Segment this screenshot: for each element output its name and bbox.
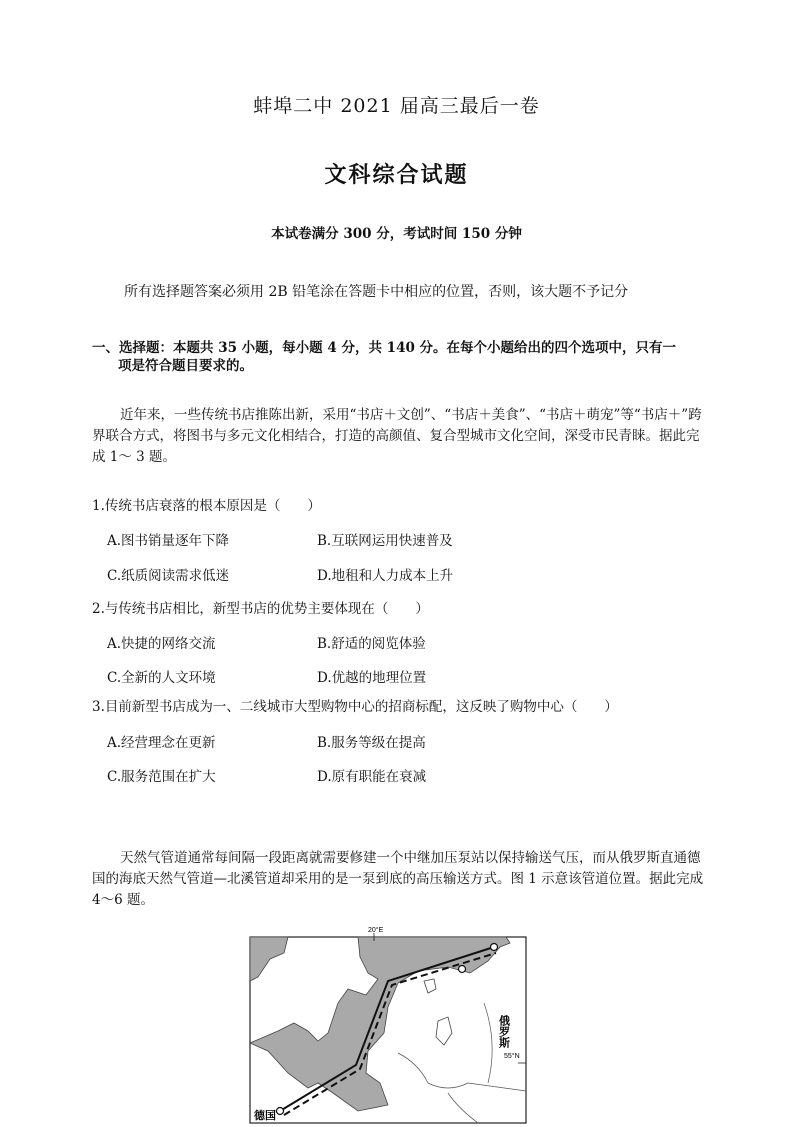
- question-3-option-c: C.服务范围在扩大: [107, 769, 216, 785]
- section-heading-line1: 一、选择题：本题共 35 小题，每小题 4 分，共 140 分。在每个小题给出的四个选项中，只有一: [92, 340, 677, 356]
- question-1-option-b: B.互联网运用快速普及: [317, 533, 453, 549]
- question-3-option-d: D.原有职能在衰减: [317, 769, 427, 785]
- question-2-option-b: B.舒适的阅览体验: [317, 636, 426, 652]
- subject-title: 文科综合试题: [324, 162, 469, 188]
- russia-label: 俄罗斯: [497, 1015, 511, 1048]
- exam-title: 蚌埠二中 2021 届高三最后一卷: [253, 95, 540, 117]
- question-2-stem: 2.与传统书店相比，新型书店的优势主要体现在（ ）: [92, 601, 429, 617]
- germany-label: 德国: [254, 1109, 276, 1122]
- question-1-option-d: D.地租和人力成本上升: [317, 568, 454, 584]
- pipeline-start-point: [491, 944, 498, 951]
- lon-label: 20°E: [368, 927, 384, 934]
- question-2-option-a: A.快捷的网络交流: [107, 636, 216, 652]
- city-point: [459, 966, 466, 973]
- question-3-stem: 3.目前新型书店成为一、二线城市大型购物中心的招商标配，这反映了购物中心（ ）: [92, 699, 618, 715]
- question-1-stem: 1.传统书店衰落的根本原因是（ ）: [92, 498, 321, 514]
- question-3-option-b: B.服务等级在提高: [317, 735, 426, 751]
- exam-info: 本试卷满分 300 分，考试时间 150 分钟: [271, 226, 522, 242]
- section-heading-line2: 项是符合题目要求的。: [118, 358, 253, 374]
- pipeline-map-svg: [248, 927, 528, 1123]
- pipeline-end-point: [277, 1108, 284, 1115]
- question-2-option-d: D.优越的地理位置: [317, 670, 427, 686]
- lat-label: 55°N: [504, 1053, 520, 1060]
- answer-notice: 所有选择题答案必须用 2B 铅笔涂在答题卡中相应的位置，否则，该大题不予记分: [124, 284, 629, 300]
- passage-2: 天然气管道通常每间隔一段距离就需要修建一个中继加压泵站以保持输送气压，而从俄罗斯直通德国的海底天然气管道—北溪管道却采用的是一泵到底的高压输送方式。图 1 示意该管道位置。据此完成 4～6 题。: [92, 850, 704, 908]
- question-3-option-a: A.经营理念在更新: [107, 735, 216, 751]
- question-2-option-c: C.全新的人文环境: [107, 670, 216, 686]
- question-1-option-c: C.纸质阅读需求低迷: [107, 568, 230, 584]
- pipeline-map: [248, 927, 528, 1123]
- question-1-option-a: A.图书销量逐年下降: [107, 533, 230, 549]
- passage-1: 近年来，一些传统书店推陈出新，采用“书店＋文创”、“书店＋美食”、“书店＋萌宠”等“书店＋”跨界联合方式，将图书与多元文化相结合，打造的高颜值、复合型城市文化空间，深受市民青睐。据此完成 1～ 3 题。: [92, 407, 702, 465]
- section-heading: [92, 339, 707, 375]
